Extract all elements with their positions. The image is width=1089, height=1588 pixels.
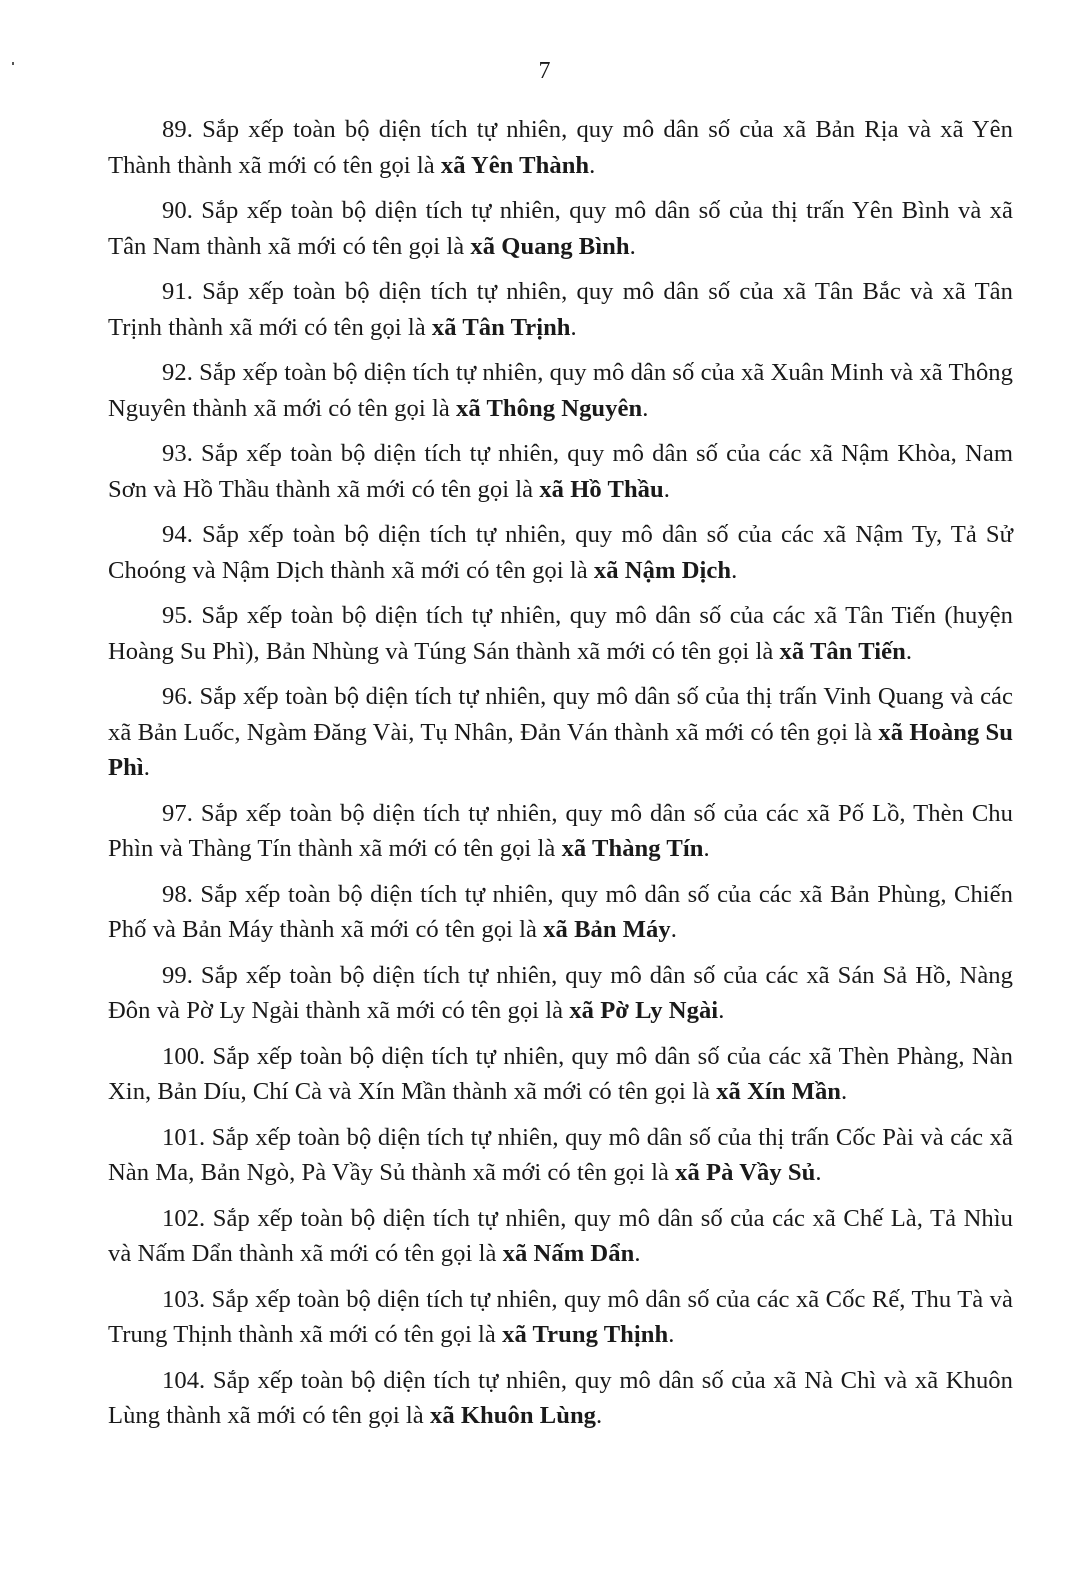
article-paragraph	[108, 274, 1013, 345]
new-commune-name: xã Trung Thịnh	[502, 1321, 669, 1348]
paragraph-text: 95. Sắp xếp toàn bộ diện tích tự nhiên, quy mô dân số của các xã Tân Tiến (huyện Hoàng Su Phì), Bản Nhùng và Túng Sán thành xã mới có tên gọi là	[108, 602, 1013, 665]
paragraph-end: .	[589, 151, 596, 179]
new-commune-name: xã Tân Trịnh	[431, 313, 571, 341]
new-commune-name: xã Hoàng Su Phì	[108, 718, 1013, 781]
article-paragraph	[108, 436, 1013, 507]
article-paragraph	[108, 1201, 1013, 1272]
paragraph-end: .	[703, 835, 710, 862]
paragraph-end: .	[670, 916, 677, 943]
new-commune-name: xã Pờ Ly Ngài	[569, 997, 719, 1024]
paragraph-text: 89. Sắp xếp toàn bộ diện tích tự nhiên, quy mô dân số của xã Bản Rịa và xã Yên Thành thành xã mới có tên gọi là	[108, 116, 1013, 179]
paragraph-end: .	[663, 475, 670, 503]
paragraph-end: .	[815, 1159, 822, 1186]
paragraph-text: 90. Sắp xếp toàn bộ diện tích tự nhiên, quy mô dân số của thị trấn Yên Bình và xã Tân Nam thành xã mới có tên gọi là	[108, 197, 1013, 260]
article-paragraph	[108, 1282, 1013, 1353]
article-paragraph	[108, 1120, 1013, 1191]
paragraph-text: 91. Sắp xếp toàn bộ diện tích tự nhiên, quy mô dân số của xã Tân Bắc và xã Tân Trịnh thành xã mới có tên gọi là	[108, 278, 1013, 341]
paragraph-text: 94. Sắp xếp toàn bộ diện tích tự nhiên, quy mô dân số của các xã Nậm Ty, Tả Sử Choóng và Nậm Dịch thành xã mới có tên gọi là	[108, 521, 1013, 584]
paragraph-text: 92. Sắp xếp toàn bộ diện tích tự nhiên, quy mô dân số của xã Xuân Minh và xã Thông Nguyên thành xã mới có tên gọi là	[108, 359, 1013, 422]
paragraph-end: .	[718, 997, 725, 1024]
paragraph-text: 101. Sắp xếp toàn bộ diện tích tự nhiên, quy mô dân số của thị trấn Cốc Pài và các xã Nàn Ma, Bản Ngò, Pà Vầy Sủ thành xã mới có tên gọi là	[108, 1123, 1013, 1186]
article-paragraph	[108, 796, 1013, 867]
paragraph-text: 103. Sắp xếp toàn bộ diện tích tự nhiên, quy mô dân số của các xã Cốc Rế, Thu Tà và Trung Thịnh thành xã mới có tên gọi là	[108, 1285, 1013, 1348]
paragraph-end: .	[642, 394, 649, 422]
paragraph-text: 102. Sắp xếp toàn bộ diện tích tự nhiên, quy mô dân số của các xã Chế Là, Tả Nhìu và Nấm Dẩn thành xã mới có tên gọi là	[108, 1204, 1013, 1267]
article-paragraph	[108, 877, 1013, 948]
article-paragraph	[108, 958, 1013, 1029]
paragraph-end: .	[668, 1321, 675, 1348]
new-commune-name: xã Thàng Tín	[561, 835, 704, 862]
paragraph-end: .	[841, 1078, 848, 1105]
article-paragraph	[108, 112, 1013, 183]
article-paragraph	[108, 1039, 1013, 1110]
article-paragraph	[108, 1363, 1013, 1434]
article-paragraph	[108, 193, 1013, 264]
new-commune-name: xã Tân Tiến	[779, 637, 906, 665]
paragraph-text: 104. Sắp xếp toàn bộ diện tích tự nhiên, quy mô dân số của xã Nà Chì và xã Khuôn Lùng thành xã mới có tên gọi là	[108, 1366, 1013, 1429]
paragraph-text: 98. Sắp xếp toàn bộ diện tích tự nhiên, quy mô dân số của các xã Bản Phùng, Chiến Phố và Bản Máy thành xã mới có tên gọi là	[108, 880, 1013, 943]
paragraph-end: .	[905, 637, 913, 665]
new-commune-name: xã Xín Mần	[716, 1078, 842, 1105]
paragraph-end: .	[731, 556, 738, 584]
paragraph-text: 97. Sắp xếp toàn bộ diện tích tự nhiên, quy mô dân số của các xã Pố Lồ, Thèn Chu Phìn và Thàng Tín thành xã mới có tên gọi là	[108, 799, 1013, 862]
new-commune-name: xã Khuôn Lùng	[429, 1402, 597, 1429]
new-commune-name: xã Nấm Dẩn	[502, 1240, 635, 1267]
paragraph-end: .	[570, 313, 577, 341]
paragraph-text: 96. Sắp xếp toàn bộ diện tích tự nhiên, quy mô dân số của thị trấn Vinh Quang và các xã Bản Luốc, Ngàm Đăng Vài, Tụ Nhân, Đản Ván thành xã mới có tên gọi là	[108, 683, 1013, 746]
new-commune-name: xã Thông Nguyên	[456, 394, 643, 422]
new-commune-name: xã Nậm Dịch	[593, 556, 732, 584]
paragraph-end: .	[634, 1240, 641, 1267]
new-commune-name: xã Quang Bình	[470, 232, 630, 260]
paragraph-end: .	[596, 1402, 603, 1429]
paragraph-text: 99. Sắp xếp toàn bộ diện tích tự nhiên, quy mô dân số của các xã Sán Sả Hồ, Nàng Đôn và Pờ Ly Ngài thành xã mới có tên gọi là	[108, 961, 1013, 1024]
page-number: 7	[538, 58, 551, 84]
paragraph-text: 93. Sắp xếp toàn bộ diện tích tự nhiên, quy mô dân số của các xã Nậm Khòa, Nam Sơn và Hồ Thầu thành xã mới có tên gọi là	[108, 440, 1013, 503]
new-commune-name: xã Pà Vầy Sủ	[675, 1159, 816, 1186]
article-paragraph	[108, 355, 1013, 426]
paragraph-text: 100. Sắp xếp toàn bộ diện tích tự nhiên, quy mô dân số của các xã Thèn Phàng, Nàn Xin, Bản Díu, Chí Cà và Xín Mần thành xã mới có tên gọi là	[108, 1042, 1013, 1105]
paragraph-end: .	[143, 754, 150, 781]
article-paragraph	[108, 679, 1013, 786]
article-paragraph	[108, 517, 1013, 588]
new-commune-name: xã Yên Thành	[440, 151, 590, 179]
new-commune-name: xã Hồ Thầu	[539, 475, 664, 503]
new-commune-name: xã Bản Máy	[543, 916, 671, 943]
document-body	[108, 112, 1013, 1444]
article-paragraph	[108, 598, 1013, 669]
paragraph-end: .	[629, 232, 636, 260]
